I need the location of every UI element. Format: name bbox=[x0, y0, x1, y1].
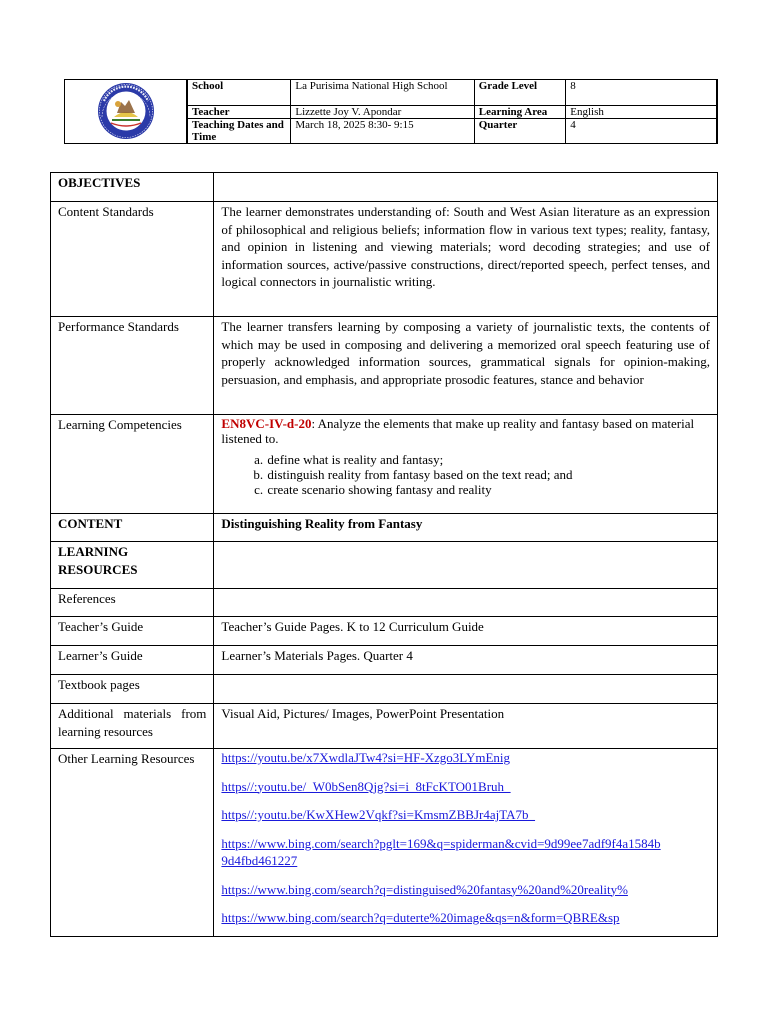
additional-materials-label: Additional materials from learning resources bbox=[51, 704, 214, 749]
content-standards-label: Content Standards bbox=[51, 202, 214, 317]
teachers-guide-label: Teacher’s Guide bbox=[51, 617, 214, 646]
learning-area-value: English bbox=[566, 106, 717, 119]
content-row bbox=[51, 514, 718, 542]
learning-competencies-cell bbox=[214, 415, 718, 514]
objectives-heading: OBJECTIVES bbox=[51, 173, 214, 202]
other-resources-label: Other Learning Resources bbox=[51, 749, 214, 937]
competency-code: EN8VC-IV-d-20 bbox=[221, 416, 312, 431]
objectives-row bbox=[51, 173, 718, 202]
grade-level-value: 8 bbox=[566, 80, 717, 106]
textbook-pages-row bbox=[51, 675, 718, 704]
performance-standards-text: The learner transfers learning by composing a variety of journalistic texts, the contents of which may be used in composing and delivering a memorized oral speech featuring use of properly acknowledged information sources, grammatical signals for opinion-making, persuasion, and emphasis, and appropriate prosodic features, stance and behavior bbox=[214, 317, 718, 415]
objectives-empty-cell bbox=[214, 173, 718, 202]
references-label: References bbox=[51, 589, 214, 617]
references-row bbox=[51, 589, 718, 617]
list-item: b. distinguish reality from fantasy based on the text read; and bbox=[266, 467, 710, 482]
learning-competencies-label: Learning Competencies bbox=[51, 415, 214, 514]
content-value: Distinguishing Reality from Fantasy bbox=[214, 514, 718, 542]
additional-materials-row bbox=[51, 704, 718, 749]
learning-competency-statement bbox=[221, 416, 710, 446]
resource-link[interactable]: https//:youtu.be/KwXHew2Vqkf?si=KmsmZBBJr4ajTA7b_ bbox=[221, 807, 535, 822]
content-standards-text: The learner demonstrates understanding of: South and West Asian literature as an expression of philosophical and religious beliefs; information flow in various text types; reality, fantasy, and opinion in listening and viewing materials; word decoding strategies; and use of information sources, active/passive constructions, direct/reported speech, perfect tenses, and logical connectors in journalistic writing. bbox=[214, 202, 718, 317]
learners-guide-value: Learner’s Materials Pages. Quarter 4 bbox=[214, 646, 718, 675]
school-seal-logo bbox=[65, 80, 185, 143]
logo-cell bbox=[65, 80, 187, 143]
content-label: CONTENT bbox=[51, 514, 214, 542]
performance-standards-label: Performance Standards bbox=[51, 317, 214, 415]
learning-resources-empty-cell bbox=[214, 542, 718, 589]
content-standards-row bbox=[51, 202, 718, 317]
additional-materials-value: Visual Aid, Pictures/ Images, PowerPoint Presentation bbox=[214, 704, 718, 749]
school-label: School bbox=[188, 80, 291, 106]
other-resources-row bbox=[51, 749, 718, 937]
learners-guide-label: Learner’s Guide bbox=[51, 646, 214, 675]
competency-text: : Analyze the elements that make up reality and fantasy based on material listened to. bbox=[221, 416, 695, 446]
resource-link[interactable]: https//:youtu.be/_W0bSen8Qjg?si=i_8tFcKTO01Bruh_ bbox=[221, 778, 511, 794]
textbook-pages-empty-cell bbox=[214, 675, 718, 704]
teachers-guide-row bbox=[51, 617, 718, 646]
resource-link[interactable]: https://www.bing.com/search?q=distinguised%20fantasy%20and%20reality% bbox=[221, 881, 628, 897]
learners-guide-row bbox=[51, 646, 718, 675]
learning-area-label: Learning Area bbox=[474, 106, 566, 119]
quarter-value: 4 bbox=[566, 119, 717, 144]
other-resources-links bbox=[214, 749, 718, 937]
learning-competencies-row bbox=[51, 415, 718, 514]
learning-resources-row bbox=[51, 542, 718, 589]
textbook-pages-label: Textbook pages bbox=[51, 675, 214, 704]
teaching-dates-label: Teaching Dates and Time bbox=[188, 119, 291, 144]
teaching-dates-value: March 18, 2025 8:30- 9:15 bbox=[291, 119, 474, 144]
school-value: La Purisima National High School bbox=[291, 80, 474, 106]
teacher-value: Lizzette Joy V. Apondar bbox=[291, 106, 474, 119]
competency-objectives-list bbox=[221, 452, 710, 497]
resource-link[interactable]: https://www.bing.com/search?q=duterte%20image&qs=n&form=QBRE&sp bbox=[221, 910, 620, 925]
resource-link[interactable]: https://www.bing.com/search?pglt=169&q=spiderman&cvid=9d99ee7adf9f4a1584b9d4fbd461227 bbox=[221, 835, 661, 868]
teacher-label: Teacher bbox=[188, 106, 291, 119]
teachers-guide-value: Teacher’s Guide Pages. K to 12 Curriculum Guide bbox=[214, 617, 718, 646]
grade-level-label: Grade Level bbox=[474, 80, 566, 106]
list-item: c. create scenario showing fantasy and reality bbox=[266, 482, 710, 497]
resource-link[interactable]: https://youtu.be/x7XwdlaJTw4?si=HF-Xzgo3LYmEnig bbox=[221, 750, 510, 765]
learning-resources-heading: LEARNING RESOURCES bbox=[51, 542, 214, 589]
references-empty-cell bbox=[214, 589, 718, 617]
quarter-label: Quarter bbox=[474, 119, 566, 144]
lesson-plan-table bbox=[50, 172, 718, 937]
performance-standards-row bbox=[51, 317, 718, 415]
header-info-table bbox=[64, 79, 718, 144]
list-item: a. define what is reality and fantasy; bbox=[266, 452, 710, 467]
header-info-grid bbox=[187, 79, 717, 144]
